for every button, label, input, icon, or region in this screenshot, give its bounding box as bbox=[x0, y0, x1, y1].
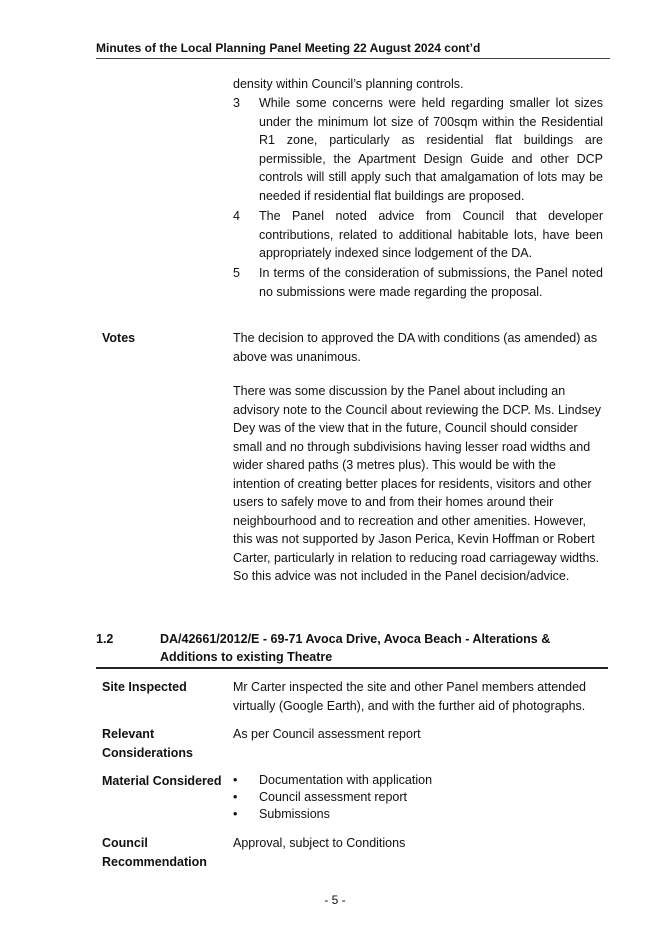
votes-discussion: There was some discussion by the Panel about including an advisory note to the Council about reviewing the DCP. Ms. Lindsey Dey was of the view that in the future, Council should consider small and no through subdivisions having lesser road widths and wider shared paths (3 metres plus). This would be with the intention of creating better places for residents, visitors and other users to safely move to and from their homes around their neighbourhood and to recreation and other amenities. However, this was not supported by Jason Perica, Kevin Hoffman or Robert Carter, particularly in relation to reducing road carriageway widths. So this advice was not included in the Panel decision/advice. bbox=[233, 384, 602, 583]
site-inspected-text: Mr Carter inspected the site and other Panel members attended virtually (Google Earth), and with the further aid of photographs. bbox=[233, 680, 586, 713]
point-number: 4 bbox=[233, 209, 240, 223]
votes-text: The decision to approved the DA with conditions (as amended) as above was unanimous. bbox=[233, 331, 598, 364]
material-considered-list bbox=[233, 772, 603, 823]
numbered-point-4 bbox=[233, 207, 603, 263]
list-item: • Submissions bbox=[233, 807, 330, 821]
point-text: While some concerns were held regarding smaller lot sizes under the minimum lot size of 700sqm within the Residential R1 zone, particularly as residential flat buildings are permissible, the Apartment Design Guide and other DCP controls will still apply such that amalgamation of lots may be needed if residential flat buildings are proposed. bbox=[259, 96, 603, 203]
list-item: • Council assessment report bbox=[233, 790, 407, 804]
site-inspected-label: Site Inspected bbox=[102, 680, 187, 694]
numbered-point-3 bbox=[233, 94, 603, 205]
item-number: 1.2 bbox=[96, 632, 114, 646]
council-recommendation-text: Approval, subject to Conditions bbox=[233, 836, 406, 850]
relevant-considerations-label: Relevant Considerations bbox=[102, 727, 193, 760]
bullet-icon: • bbox=[233, 790, 238, 804]
item-title: DA/42661/2012/E - 69-71 Avoca Drive, Avoca Beach - Alterations & Additions to existing Theatre bbox=[160, 632, 551, 664]
numbered-point-5 bbox=[233, 264, 603, 301]
votes-label: Votes bbox=[102, 331, 136, 345]
bullet-icon: • bbox=[233, 773, 238, 787]
point-number: 3 bbox=[233, 96, 240, 110]
council-recommendation-label: Council Recommendation bbox=[102, 836, 207, 869]
item-heading bbox=[96, 630, 608, 669]
material-considered-label: Material Considered bbox=[102, 774, 222, 788]
running-header: Minutes of the Local Planning Panel Meeting 22 August 2024 cont’d bbox=[96, 40, 610, 59]
bullet-icon: • bbox=[233, 807, 238, 821]
continued-paragraph: density within Council’s planning controls. bbox=[233, 77, 464, 91]
relevant-considerations-text: As per Council assessment report bbox=[233, 727, 421, 741]
page-number: - 5 - bbox=[324, 893, 346, 907]
point-number: 5 bbox=[233, 266, 240, 280]
point-text: The Panel noted advice from Council that developer contributions, related to additional habitable lots, have been appropriately indexed since lodgement of the DA. bbox=[259, 209, 603, 260]
list-item: • Documentation with application bbox=[233, 773, 433, 787]
point-text: In terms of the consideration of submissions, the Panel noted no submissions were made regarding the proposal. bbox=[259, 266, 603, 299]
